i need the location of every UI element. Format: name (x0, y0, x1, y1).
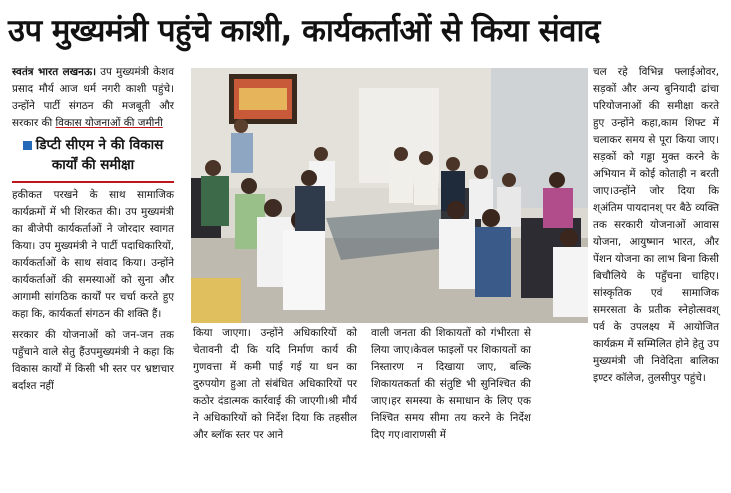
intro-text: उप मुख्यमंत्री केशव प्रसाद मौर्य आज धर्म नगरी काशी पहुंचे। उन्होंने पार्टी संगठन की मजबूती और सरकार की (12, 66, 174, 129)
column-4-text: चल रहे विभिन्न फ्लाईओवर, सड़कों और अन्य बुनियादी ढांचा परियोजनाओं की समीक्षा करते हुए उन्होंने कहा,काम शिफ्ट में चलाकर समय से पूरा किया जाए।सड़कों को गड्ढा मुक्त करने के अभियान में कोई कोताही न बरती जाए।उन्होंने जोर दिया कि श्अंतिम पायदानश् पर बैठे व्यक्ति तक सरकारी योजनाओं आवास योजना, आयुष्मान भारत, और पेंशन योजना का लाभ बिना किसी बिचौलिये के पहुँचना चाहिए। सांस्कृतिक एवं सामाजिक समरसता के प्रतीक स्नेहोत्सवश् पर्व के उपलक्ष्य में आयोजित कार्यक्रम में सम्मिलित होने हेतु उप मुख्यमंत्री जी निवेदिता बालिका इण्टर कॉलेज, तुलसीपुर पहुंचे। (593, 66, 719, 384)
column-3-text: वाली जनता की शिकायतों को गंभीरता से लिया जाए।केवल फाइलों पर शिकायतों का निस्तारण न दिखाया जाए, बल्कि शिकायतकर्ता की संतुष्टि भी सुनिश्चित की जाए।हर समस्या के समाधान के लिए एक निश्चित समय सीमा तय करने के निर्देश दिए गए।वाराणसी में (371, 327, 531, 441)
intro-underlined-text: विकास योजनाओं की जमीनी (55, 117, 163, 129)
intro-paragraph (12, 64, 174, 132)
column-2-text: किया जाएगा। उन्होंने अधिकारियों को चेतावनी दी कि यदि निर्माण कार्य की गुणवत्ता में कमी पाई गई या धन का दुरुपयोग हुआ तो संबंधित अधिकारियों पर कठोर दंडात्मक कार्रवाई की जाएगी।श्री मौर्य ने अधिकारियों को निर्देश दिया कि तहसील और ब्लॉक स्तर पर आने (193, 327, 357, 441)
headline: उप मुख्यमंत्री पहुंचे काशी, कार्यकर्ताओं से किया संवाद (8, 13, 600, 49)
paragraph-3: सरकार की योजनाओं को जन-जन तक पहुँचाने वाले सेतु हैंउपमुख्यमंत्री ने कहा कि विकास कार्यों में किसी भी स्तर पर भ्रष्टाचार बर्दाश्त नहीं (12, 329, 174, 392)
news-photo (191, 68, 588, 323)
column-2 (193, 325, 357, 444)
subheading-text: डिप्टी सीएम ने की विकास कार्यों की समीक्षा (35, 137, 164, 173)
column-1 (12, 64, 174, 395)
meeting-photo-illustration (191, 68, 588, 323)
dateline: स्वतंत्र भारत लखनऊ। (12, 66, 97, 78)
column-3 (371, 325, 531, 444)
subheading (12, 135, 174, 183)
paragraph-2: हकीकत परखने के साथ सामाजिक कार्यक्रमों में भी शिरकत की। उप मुख्यमंत्री का बीजेपी कार्यकर्ताओं ने जोरदार स्वागत किया। उप मुख्यमंत्री ने पार्टी पदाधिकारियों, कार्यकर्ताओं के साथ संवाद किया। उन्होंने कार्यकर्ताओं की समस्याओं को सुना और आगामी सांगठिक कार्यों पर चर्चा करते हुए कहा कि, कार्यकर्ता संगठन की शक्ति हैं। (12, 189, 174, 320)
bullet-square-icon (23, 141, 32, 150)
column-4 (593, 64, 719, 387)
